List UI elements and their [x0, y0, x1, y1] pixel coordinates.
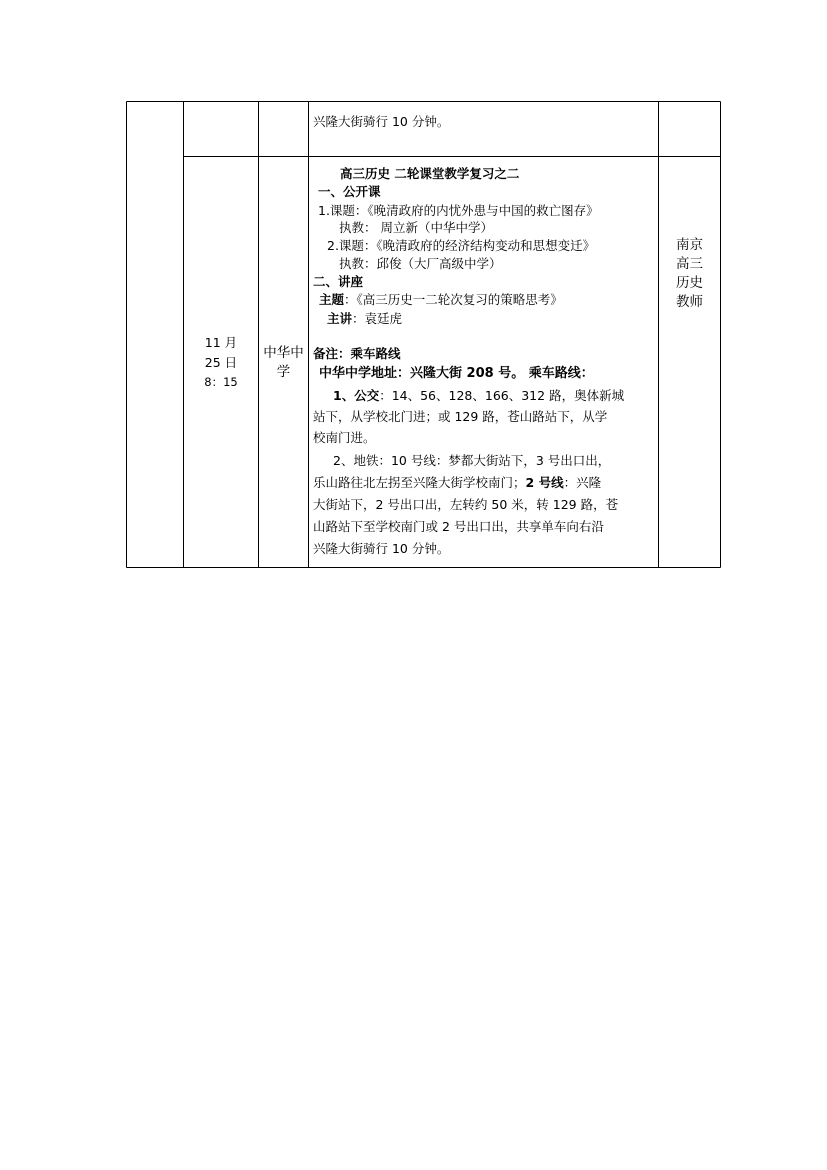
metro-route-line-1: 2、地铁：10 号线：梦都大街站下，3 号出口出，: [333, 453, 611, 468]
activity-title: 高三历史 二轮课堂教学复习之二: [340, 166, 520, 181]
bus-route-text: ：14、56、128、166、312 路，奥体新城: [379, 388, 625, 403]
audience-line-4: 教师: [676, 294, 703, 310]
school-address: 中华中学地址：兴隆大街 208 号。 乘车路线：: [319, 366, 594, 381]
lecture-topic: [319, 291, 563, 309]
bus-route-line-2: 站下，从学校北门进；或 129 路，苍山路站下，从学: [313, 409, 608, 424]
date-day: 25 日: [204, 355, 238, 370]
lecture-speaker: [327, 310, 402, 328]
audience-cell: [659, 236, 720, 312]
lesson2-teacher: 执教：邱俊（大厂高级中学）: [339, 256, 502, 271]
metro-route-line-3: 大街站下，2 号出口出，左转约 50 米，转 129 路，苍: [313, 497, 619, 512]
date-time: 8：15: [204, 375, 238, 389]
bus-route-label: 1、公交: [333, 388, 380, 403]
audience-line-3: 历史: [676, 275, 703, 291]
date-cell: [184, 333, 258, 391]
lecture-topic-value: ：《高三历史一二轮次复习的策略思考》: [344, 292, 563, 307]
section2-heading: 二、讲座: [313, 274, 364, 289]
audience-line-1: 南京: [676, 237, 703, 253]
metro-route-line-5: 兴隆大街骑行 10 分钟。: [313, 541, 450, 556]
lecture-topic-label: 主题: [319, 292, 345, 307]
bus-route-line-3: 校南门进。: [313, 430, 376, 445]
lecture-speaker-label: 主讲: [327, 311, 353, 326]
remark-heading: 备注：乘车路线: [313, 346, 401, 361]
metro-line2-label: 2 号线: [525, 475, 564, 490]
row1-content-line: 兴隆大街骑行 10 分钟。: [313, 114, 450, 129]
lesson1-teacher: 执教： 周立新（中华中学）: [339, 220, 493, 235]
metro-route-line-2: [313, 473, 601, 494]
metro-route-line-4: 山路站下至学校南门或 2 号出口出，共享单车向右沿: [313, 519, 604, 534]
metro-route-line-2-text: 乐山路往北左拐至兴隆大街学校南门；: [313, 475, 526, 490]
lesson2-title: 2.课题：《晚清政府的经济结构变动和思想变迁》: [327, 238, 596, 253]
audience-line-2: 高三: [676, 256, 703, 272]
venue-line-1: 中华中: [263, 345, 304, 361]
venue-line-2: 学: [276, 364, 291, 380]
venue-cell: [259, 344, 308, 382]
bus-route-line-1: [333, 386, 624, 407]
metro-line2-text: ：兴隆: [563, 475, 602, 490]
lesson1-title: 1.课题：《晚清政府的内忧外患与中国的救亡图存》: [318, 203, 599, 218]
lecture-speaker-value: ：袁廷虎: [352, 311, 403, 326]
date-month: 11 月: [204, 335, 238, 350]
section1-heading: 一、公开课: [318, 184, 381, 199]
